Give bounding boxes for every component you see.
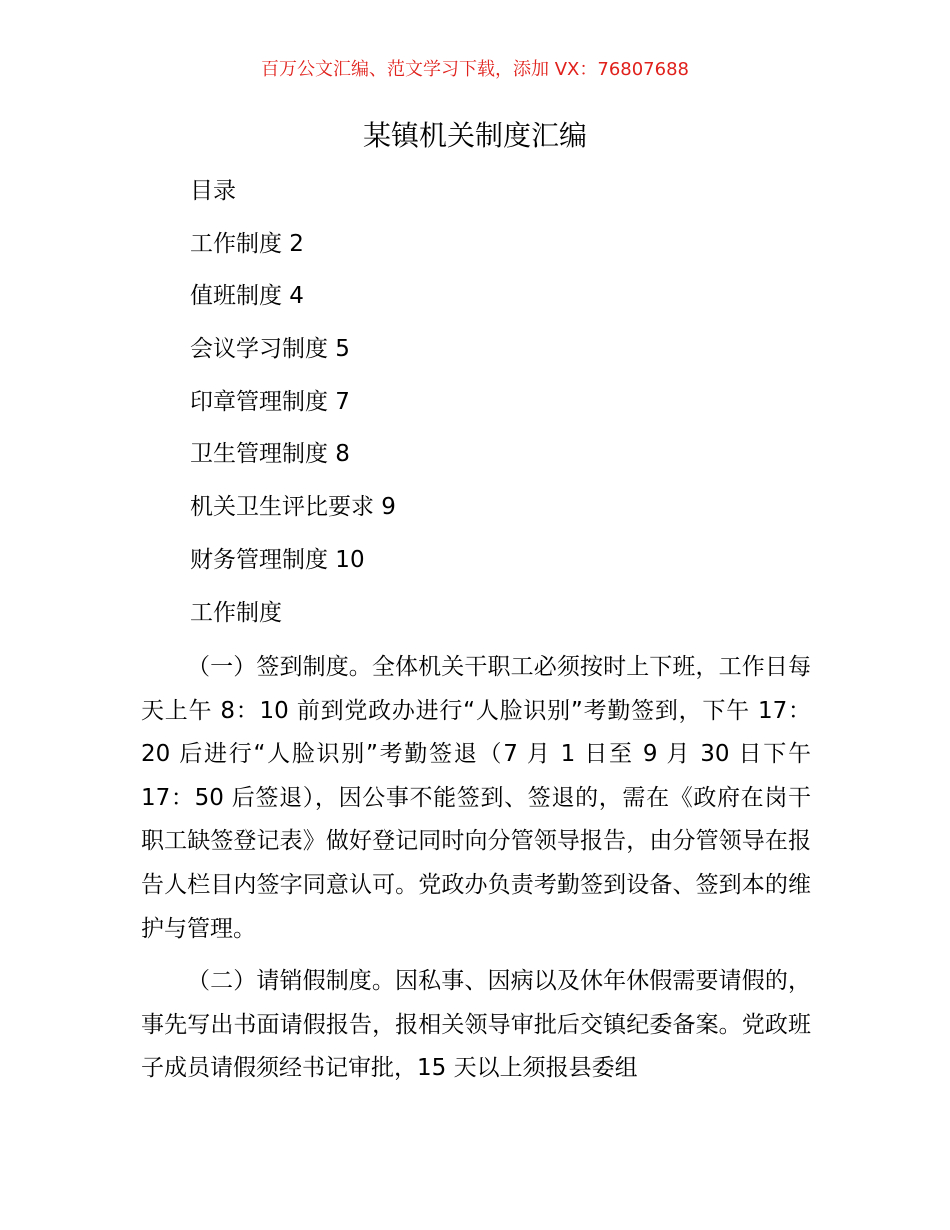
paragraph-sign-in-system: （一）签到制度。全体机关干职工必须按时上下班，工作日每天上午 8：10 前到党政办进行“人脸识别”考勤签到，下午 17：20 后进行“人脸识别”考勤签退（7 月 1 日至 9 月 30 日下午 17：50 后签退），因公事不能签到、签退的，需在《政府在岗干职工缺签登记表》做好登记同时向分管领导报告，由分管领导在报告人栏目内签字同意认可。党政办负责考勤签到设备、签到本的维护与管理。 <box>141 654 811 942</box>
toc-item: 值班制度 4 <box>190 283 304 310</box>
toc-item: 机关卫生评比要求 9 <box>190 494 396 521</box>
toc-item: 印章管理制度 7 <box>190 388 350 415</box>
document-title: 某镇机关制度汇编 <box>362 119 587 152</box>
section-heading: 工作制度 <box>190 599 282 626</box>
table-of-contents <box>190 171 810 645</box>
paragraph-leave-system: （二）请销假制度。因私事、因病以及休年休假需要请假的，事先写出书面请假报告，报相关领导审批后交镇纪委备案。党政班子成员请假须经书记审批，15 天以上须报县委组 <box>141 968 811 1082</box>
toc-heading: 目录 <box>190 178 236 204</box>
toc-item: 财务管理制度 10 <box>190 546 365 573</box>
toc-item: 会议学习制度 5 <box>190 336 350 363</box>
toc-item: 卫生管理制度 8 <box>190 441 350 468</box>
watermark-header-note: 百万公文汇编、范文学习下载，添加 VX：76807688 <box>261 59 689 80</box>
section-body <box>141 646 811 1100</box>
toc-item: 工作制度 2 <box>190 230 304 257</box>
